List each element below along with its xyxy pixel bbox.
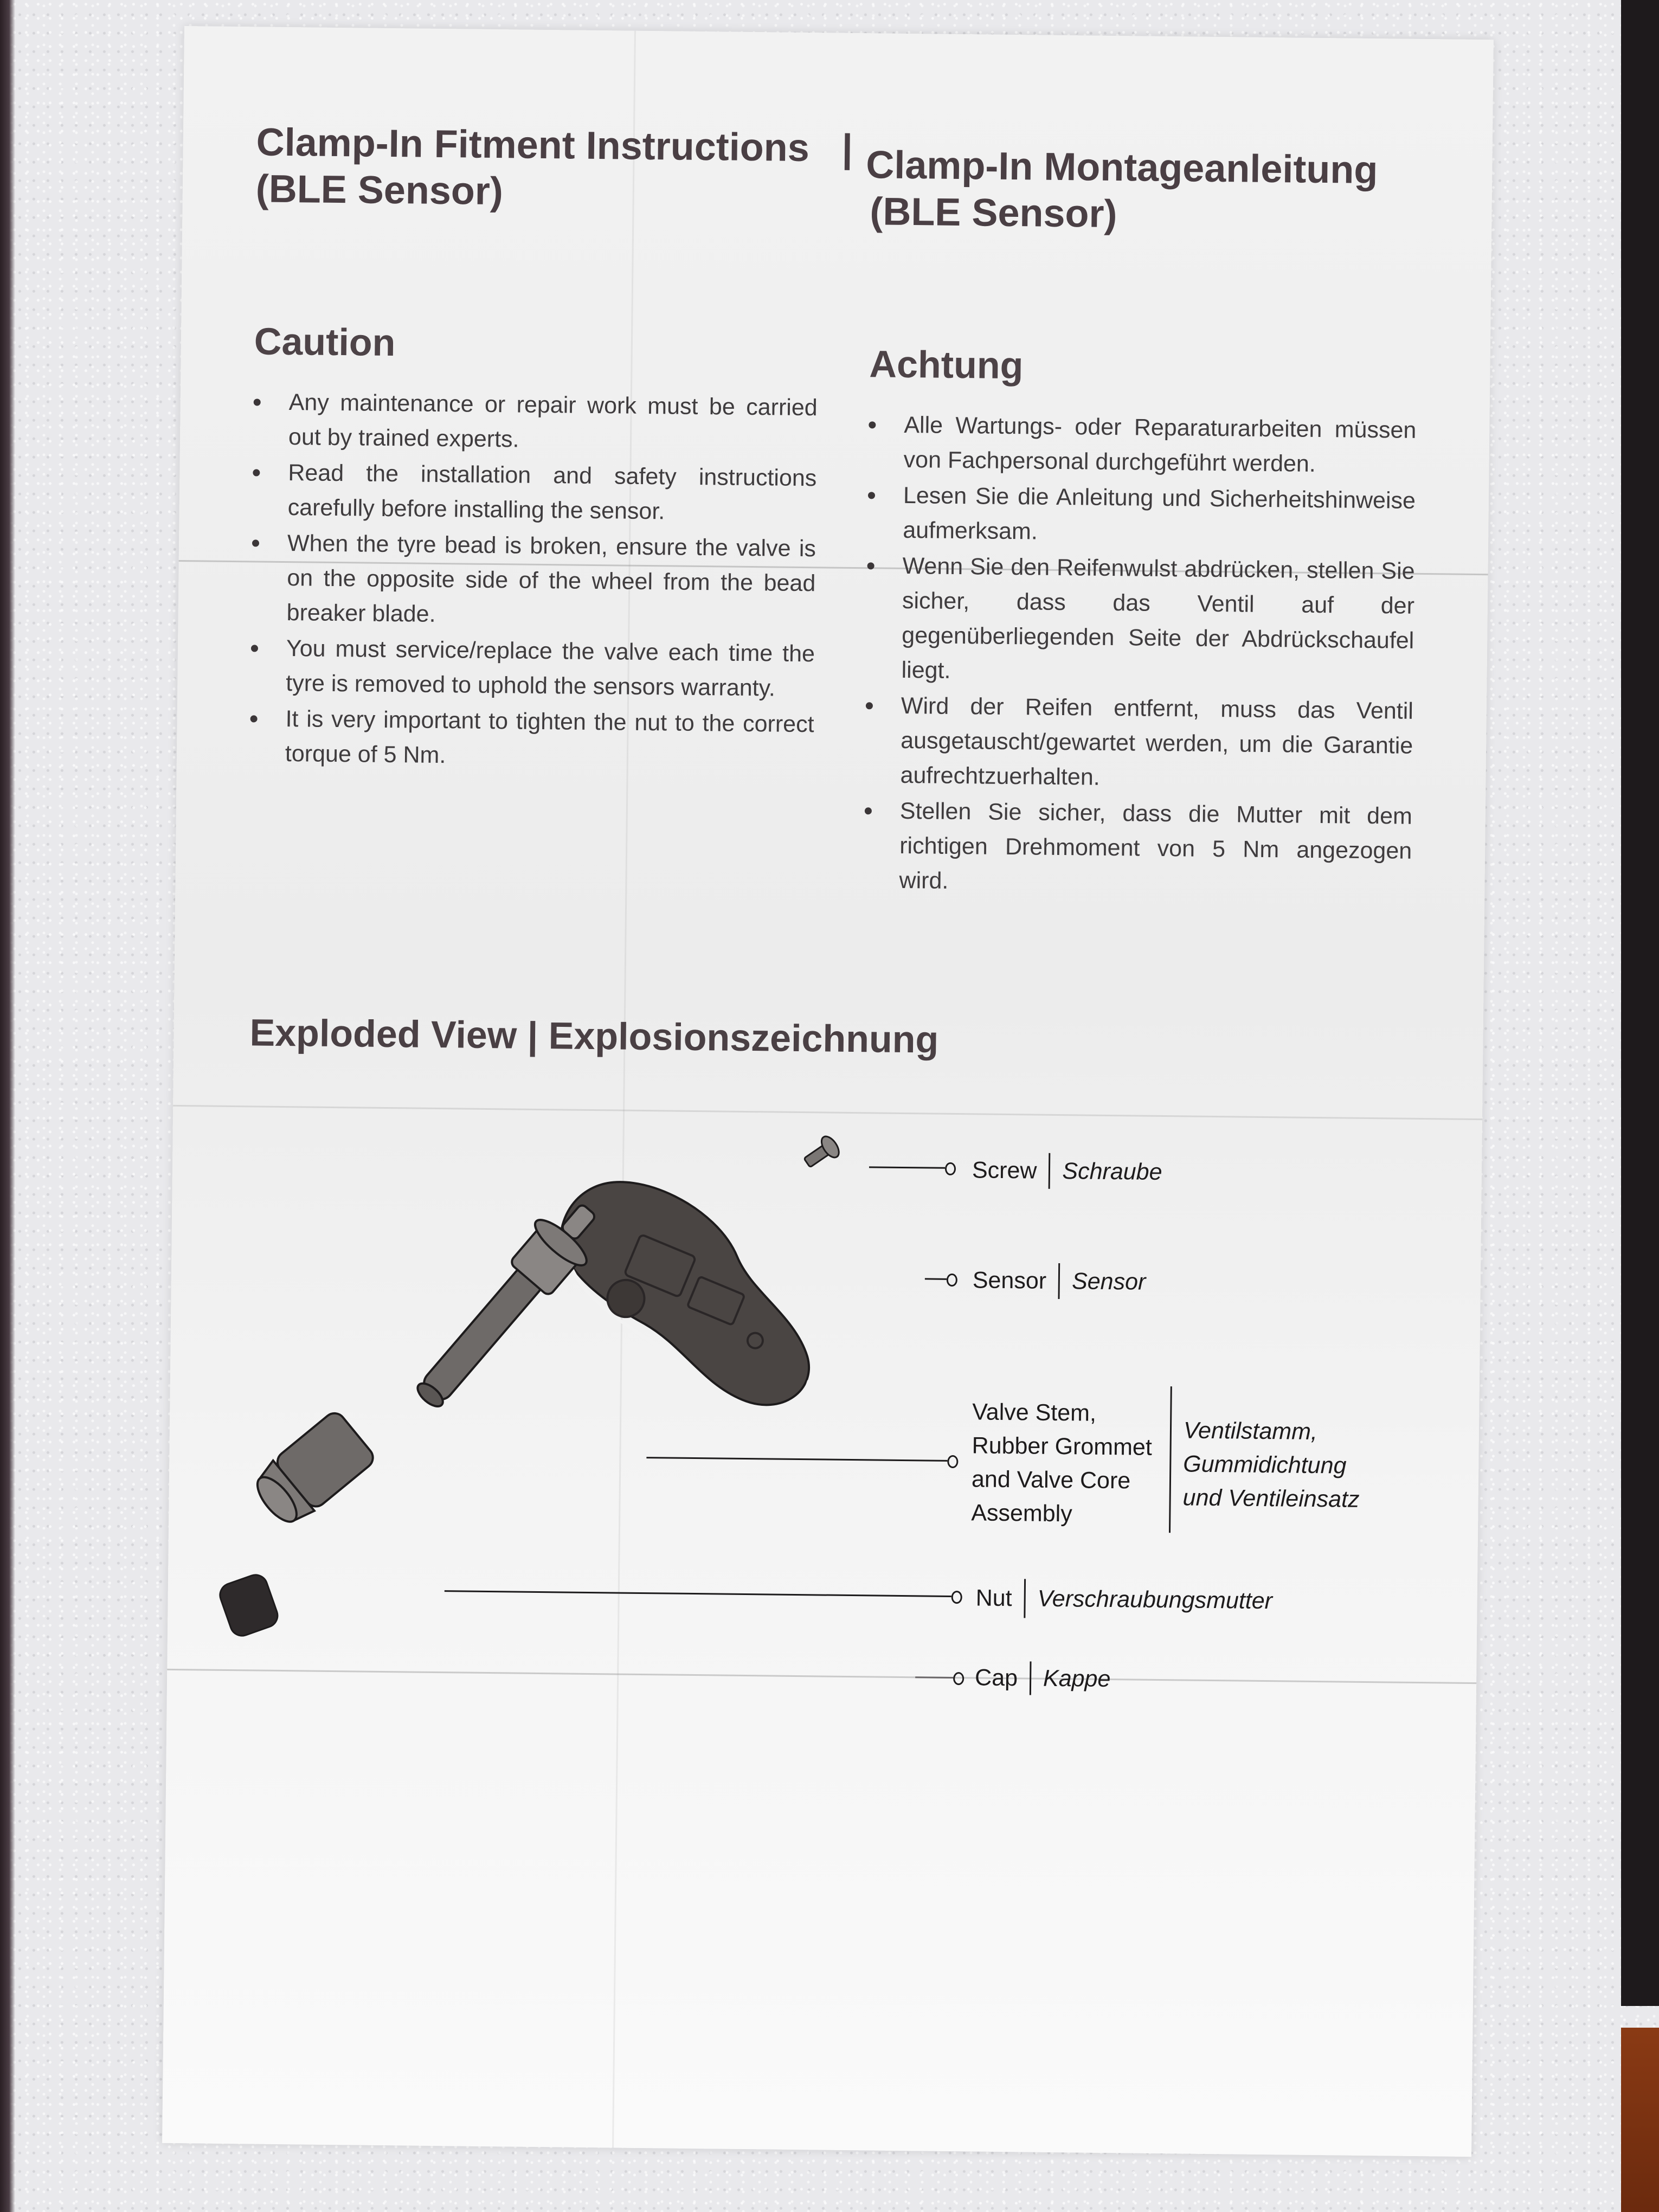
caution-section [250,319,819,777]
part-name-de: Schraube [1062,1158,1162,1185]
part-name-en: Sensor [972,1266,1047,1294]
bullet-icon [251,645,258,652]
label-divider [1049,1153,1051,1189]
achtung-heading: Achtung [869,343,1024,387]
document-title [255,119,1449,236]
sensor-housing-icon [523,1160,855,1430]
nut-icon [247,1409,377,1532]
achtung-section [864,342,1417,904]
bullet-icon [869,421,876,428]
part-name-en-line: Assembly [971,1500,1072,1527]
bullet-icon [868,492,875,499]
bullet-icon [250,715,258,722]
background-edge-right [1621,0,1659,2006]
achtung-item [867,478,1416,553]
leader-end-ring-icon [953,1672,964,1685]
part-name-en [971,1395,1168,1532]
leader-end-ring-icon [945,1162,956,1175]
exploded-view-illustration [167,1110,932,1704]
valve-stem-icon [401,1188,614,1422]
achtung-item [866,548,1415,693]
bullet-icon [865,807,872,814]
leader-end-ring-icon [947,1274,957,1287]
part-name-en-line: and Valve Core [971,1466,1131,1494]
bullet-icon [253,469,260,476]
achtung-item [864,793,1412,903]
background-wood-surface [1621,2028,1659,2212]
leader-end-ring-icon [951,1591,962,1604]
part-name-de-line: Ventilstamm, [1183,1417,1318,1445]
title-english [255,119,831,218]
caution-item [250,701,814,776]
title-de-main: Clamp-In Montageanleitung [865,143,1378,192]
part-name-en-line: Valve Stem, [972,1399,1097,1426]
achtung-item-text: Stellen Sie sicher, dass die Mutter mit dem richtigen Drehmoment von 5 Nm angezogen wird. [899,798,1413,894]
caution-item [251,525,816,635]
part-label-screw [972,1152,1162,1190]
sensor-leader-line [925,1278,947,1279]
part-name-de: Sensor [1071,1268,1146,1295]
achtung-item [865,688,1413,798]
caution-heading: Caution [254,320,396,364]
part-label-sensor [973,1262,1146,1300]
achtung-item-text: Lesen Sie die Anleitung und Sicherheitshinweise aufmerksam. [903,482,1416,545]
achtung-item-text: Wird der Reifen entfernt, muss das Ventil ausgetauscht/gewartet werden, um die Garantie aufrechtzuerhalten. [900,692,1414,790]
caution-item-text: Read the installation and safety instructions carefully before installing the sensor. [287,460,817,525]
bullet-icon [254,398,261,406]
exploded-view-diagram [167,1110,1482,1709]
label-divider [1058,1263,1060,1299]
leader-end-ring-icon [947,1455,958,1468]
bullet-icon [866,702,873,709]
part-name-de: Kappe [1043,1665,1111,1692]
label-divider [1030,1661,1032,1695]
part-name-en: Nut [975,1584,1012,1611]
caution-item [250,631,815,706]
label-divider [1169,1386,1172,1533]
bullet-icon [867,562,874,569]
label-divider [1024,1579,1026,1618]
title-de-sub: (BLE Sensor) [870,190,1117,236]
screw-icon [800,1134,843,1173]
achtung-item [868,407,1416,483]
title-en-main: Clamp-In Fitment Instructions [256,120,810,170]
title-german [865,142,1436,241]
exploded-view-heading: Exploded View | Explosionszeichnung [249,1011,939,1061]
part-name-en: Cap [974,1664,1018,1691]
instruction-sheet [162,26,1494,2157]
title-separator: | [841,126,853,170]
background-edge-left [0,0,15,2212]
caution-item-text: You must service/replace the valve each time the tyre is removed to uphold the sensors warranty. [286,635,815,702]
caution-item [252,455,816,530]
bullet-icon [252,539,259,546]
part-name-en: Screw [972,1156,1037,1184]
caution-item [253,384,818,460]
part-name-de [1182,1413,1400,1516]
part-name-de-line: Gummidichtung [1183,1451,1347,1479]
caution-item-text: It is very important to tighten the nut to the correct torque of 5 Nm. [285,706,814,769]
part-label-nut [975,1578,1272,1621]
part-name-en-line: Rubber Grommet [972,1432,1153,1461]
valve-cap-icon [217,1572,281,1639]
part-name-de: Verschraubungsmutter [1037,1585,1273,1614]
part-name-de-line: und Ventileinsatz [1182,1484,1360,1513]
achtung-list [864,407,1416,903]
title-en-sub: (BLE Sensor) [255,167,504,214]
caution-item-text: Any maintenance or repair work must be carried out by trained experts. [288,389,818,453]
achtung-item-text: Alle Wartungs- oder Reparaturarbeiten müssen von Fachpersonal durchgeführt werden. [903,411,1417,477]
part-label-cap [975,1661,1111,1696]
caution-list [250,384,818,776]
caution-item-text: When the tyre bead is broken, ensure the valve is on the opposite side of the wheel from the bead breaker blade. [286,530,816,627]
achtung-item-text: Wenn Sie den Reifenwulst abdrücken, stellen Sie sicher, dass das Ventil auf der gegenüberliegenden Seite der Abdrückschaufel liegt. [901,552,1415,684]
